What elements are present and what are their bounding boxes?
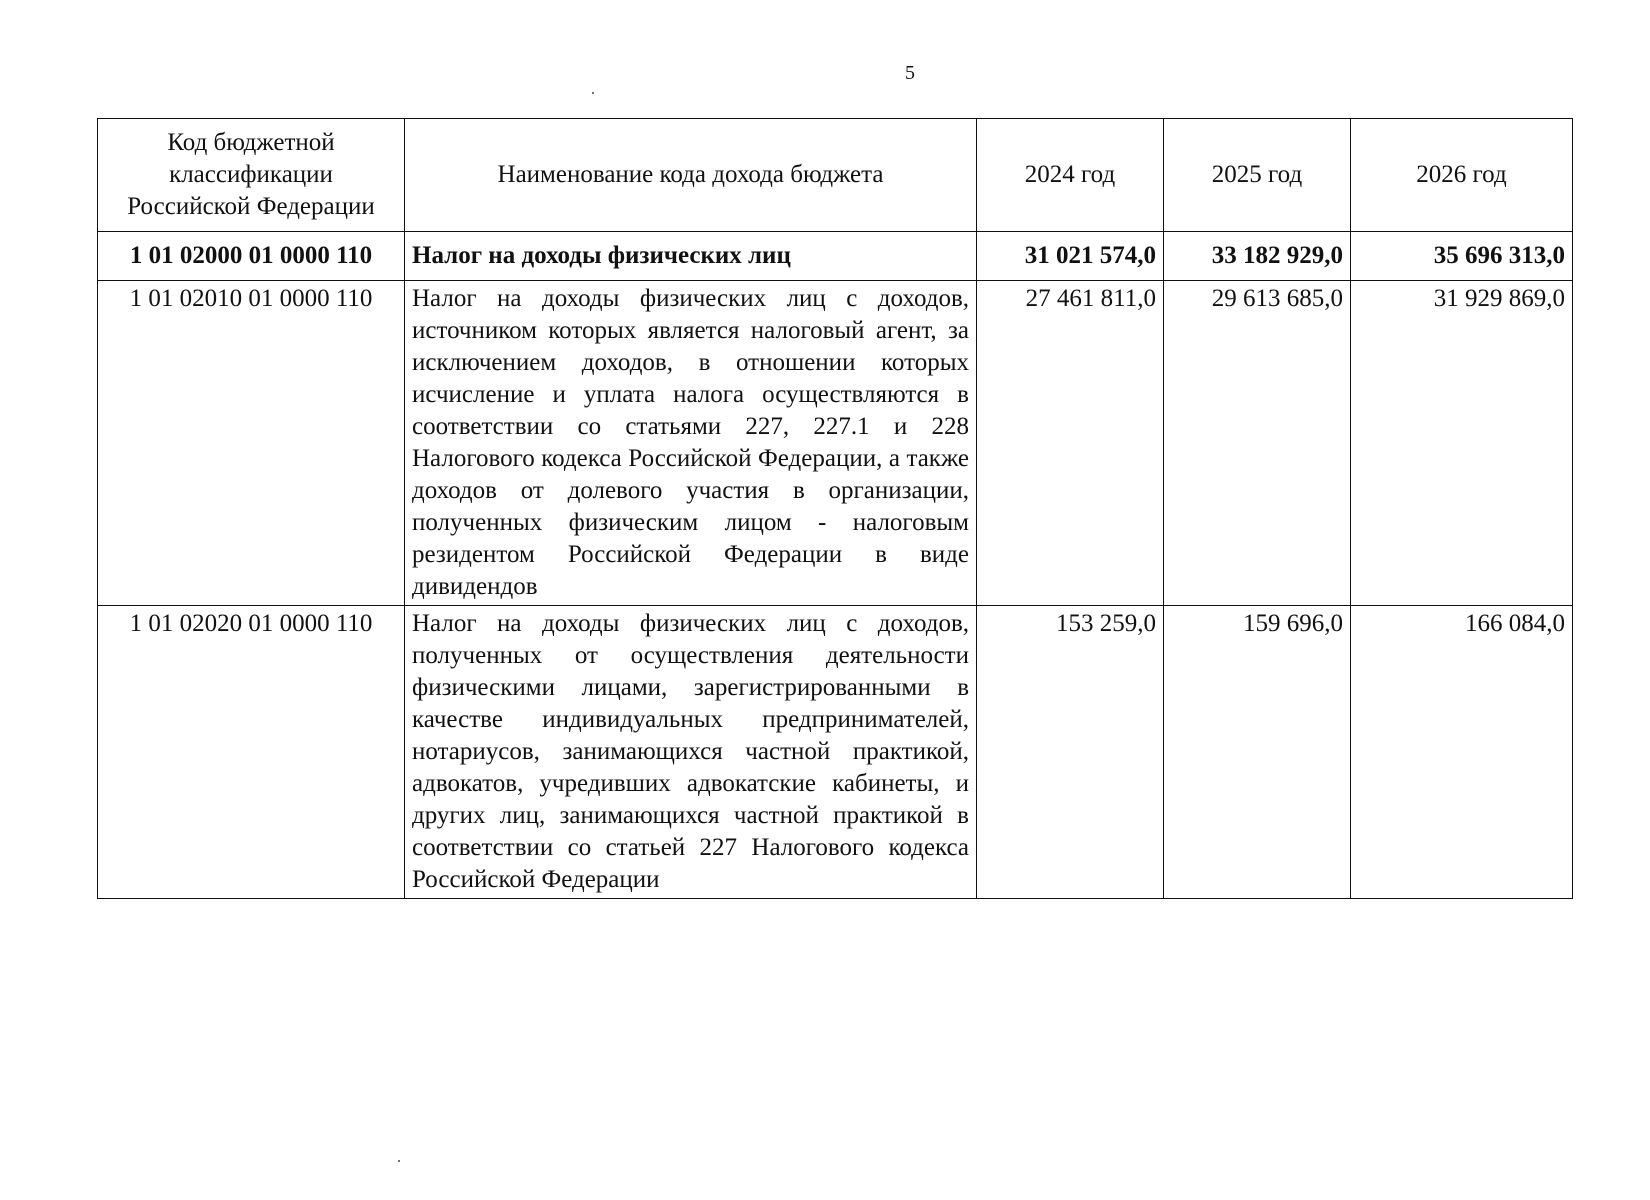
row-code: 1 01 02000 01 0000 110 — [98, 232, 405, 281]
table-row — [98, 281, 1573, 606]
header-year-2024: 2024 год — [977, 119, 1164, 232]
row-amount-2024: 153 259,0 — [977, 606, 1164, 899]
header-code: Код бюджетной классификации Российской Федерации — [98, 119, 405, 232]
row-name: Налог на доходы физических лиц — [405, 232, 977, 281]
row-code: 1 01 02010 01 0000 110 — [98, 281, 405, 606]
table-row-total — [98, 232, 1573, 281]
row-name: Налог на доходы физических лиц с доходов, источником которых является налоговый агент, за исключением доходов, в отношении которых исчисление и уплата налога осуществляются в соответствии со статьями 227, 227.1 и 228 Налогового кодекса Российской Федерации, а также доходов от долевого участия в организации, полученных физическим лицом - налоговым резидентом Российской Федерации в виде дивидендов — [405, 281, 977, 606]
row-amount-2024: 27 461 811,0 — [977, 281, 1164, 606]
row-amount-2024: 31 021 574,0 — [977, 232, 1164, 281]
table-header-row — [98, 119, 1573, 232]
row-code: 1 01 02020 01 0000 110 — [98, 606, 405, 899]
row-amount-2025: 159 696,0 — [1164, 606, 1351, 899]
header-year-2025: 2025 год — [1164, 119, 1351, 232]
page-number: 5 — [905, 62, 915, 84]
revenue-table — [97, 118, 1573, 899]
header-year-2026: 2026 год — [1351, 119, 1573, 232]
row-amount-2026: 166 084,0 — [1351, 606, 1573, 899]
row-amount-2026: 31 929 869,0 — [1351, 281, 1573, 606]
scan-speck — [592, 92, 594, 94]
row-amount-2026: 35 696 313,0 — [1351, 232, 1573, 281]
row-amount-2025: 33 182 929,0 — [1164, 232, 1351, 281]
row-amount-2025: 29 613 685,0 — [1164, 281, 1351, 606]
header-name: Наименование кода дохода бюджета — [405, 119, 977, 232]
scan-speck — [398, 1160, 400, 1162]
row-name: Налог на доходы физических лиц с доходов, полученных от осуществления деятельности физическими лицами, зарегистрированными в качестве индивидуальных предпринимателей, нотариусов, занимающихся частной практикой, адвокатов, учредивших адвокатские кабинеты, и других лиц, занимающихся частной практикой в соответствии со статьей 227 Налогового кодекса Российской Федерации — [405, 606, 977, 899]
table-row — [98, 606, 1573, 899]
